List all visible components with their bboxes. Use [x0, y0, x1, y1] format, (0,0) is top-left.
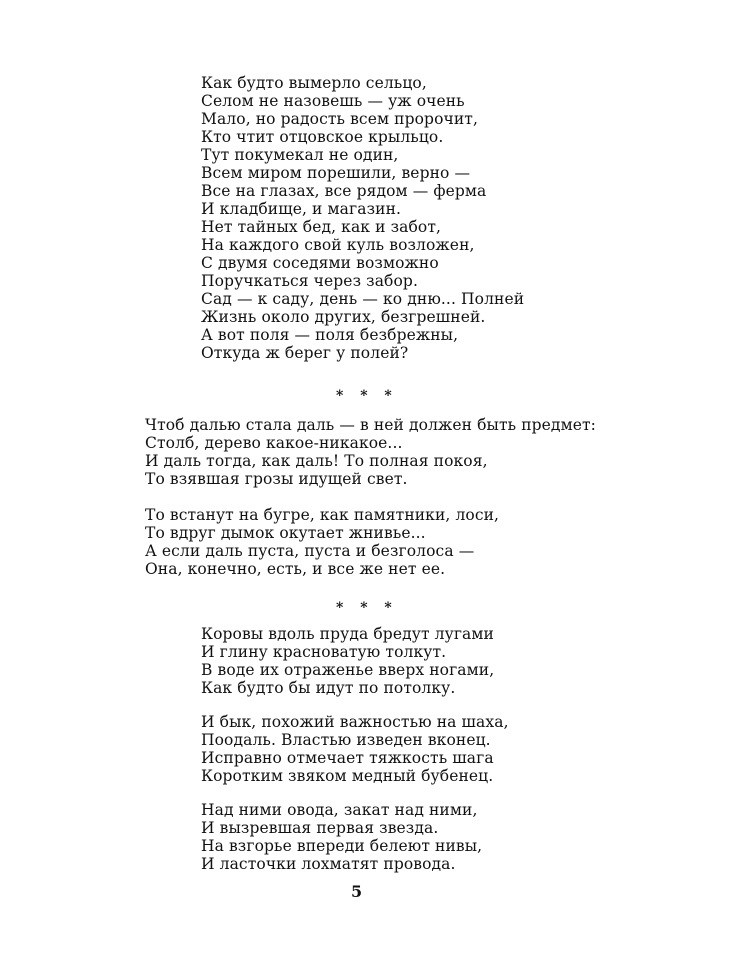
poem-1-line: Тут покумекал не один,	[201, 146, 399, 164]
poem-3-line: В воде их отраженье вверх ногами,	[201, 661, 495, 679]
poem-1-line: Все на глазах, все рядом — ферма	[201, 182, 487, 200]
poem-1-line: Мало, но радость всем пророчит,	[201, 110, 478, 128]
poem-1-line: Поручкаться через забор.	[201, 272, 418, 290]
poem-2-line: То взявшая грозы идущей свет.	[145, 470, 408, 488]
poem-2-line: То вдруг дымок окутает жнивье...	[145, 524, 426, 542]
poem-1-line: Сад — к саду, день — ко дню... Полней	[201, 290, 525, 308]
poem-3-line: Поодаль. Властью изведен вконец.	[201, 731, 491, 749]
poem-3-line: И глину красноватую толкут.	[201, 643, 447, 661]
page-number: 5	[351, 882, 363, 901]
poem-3-line: На взгорье впереди белеют нивы,	[201, 837, 483, 855]
poem-1-line: Нет тайных бед, как и забот,	[201, 218, 442, 236]
poem-3-line: Исправно отмечает тяжкость шага	[201, 749, 494, 767]
poem-1-line: С двумя соседями возможно	[201, 254, 439, 272]
poem-3-line: Коротким звяком медный бубенец.	[201, 767, 494, 785]
poem-1-line: На каждого свой куль возложен,	[201, 236, 475, 254]
poem-1-line: Жизнь около других, безгрешней.	[201, 308, 486, 326]
poem-1-line: Откуда ж берег у полей?	[201, 344, 409, 362]
poem-2-line: А если даль пуста, пуста и безголоса —	[145, 542, 475, 560]
poem-1-line: И кладбище, и магазин.	[201, 200, 402, 218]
poem-3-line: И ласточки лохматят провода.	[201, 855, 456, 873]
poem-2-line: Столб, дерево какое-никакое...	[145, 434, 403, 452]
poem-1-line: Селом не назовешь — уж очень	[201, 92, 465, 110]
poem-3-line: И бык, похожий важностью на шаха,	[201, 713, 509, 731]
poem-1-line: Кто чтит отцовское крыльцо.	[201, 128, 444, 146]
poem-3-line: И вызревшая первая звезда.	[201, 819, 439, 837]
poem-3-line: Коровы вдоль пруда бредут лугами	[201, 625, 494, 643]
section-separator: * * *	[336, 388, 398, 404]
poem-2-line: То встанут на бугре, как памятники, лоси,	[145, 506, 500, 524]
poem-1-line: Всем миром порешили, верно —	[201, 164, 471, 182]
poem-3-line: Над ними овода, закат над ними,	[201, 801, 478, 819]
poem-2-line: Она, конечно, есть, и все же нет ее.	[145, 560, 446, 578]
poem-1-line: А вот поля — поля безбрежны,	[201, 326, 459, 344]
poem-1-line: Как будто вымерло сельцо,	[201, 74, 427, 92]
poem-3-line: Как будто бы идут по потолку.	[201, 679, 456, 697]
poem-2-line: Чтоб далью стала даль — в ней должен быть предмет:	[145, 416, 597, 434]
section-separator: * * *	[336, 600, 398, 616]
poem-2-line: И даль тогда, как даль! То полная покоя,	[145, 452, 488, 470]
